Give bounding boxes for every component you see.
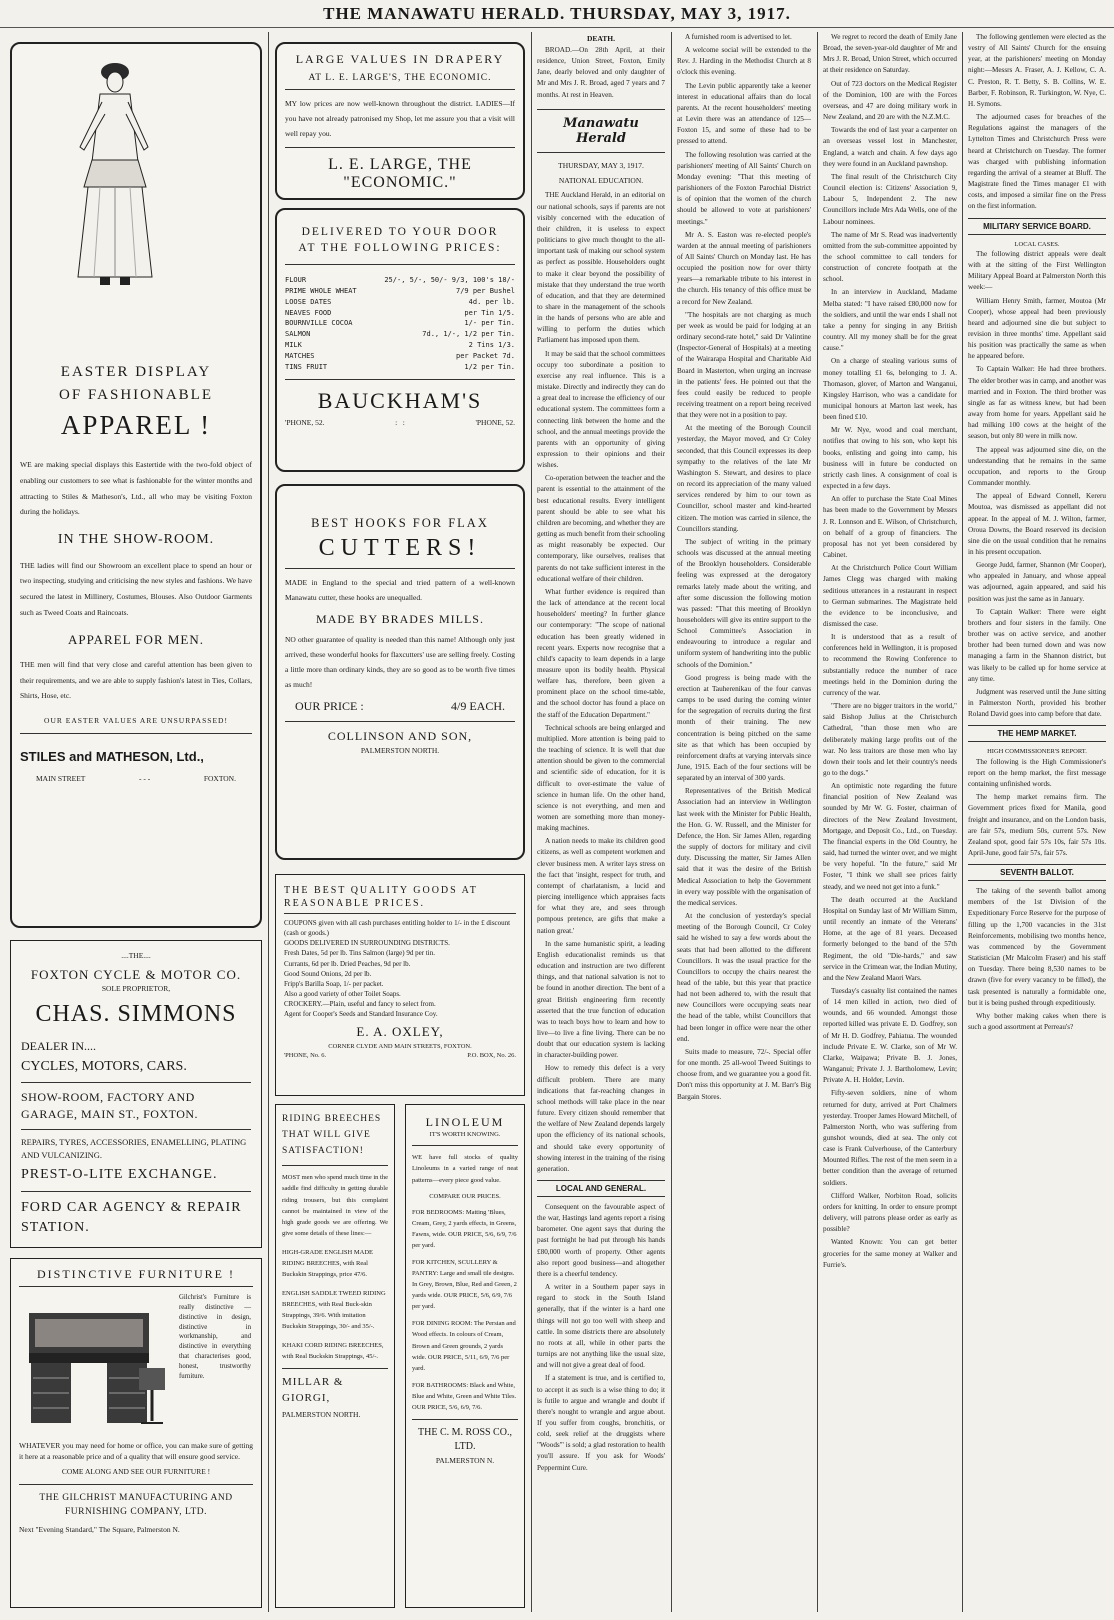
news-item: The following is the High Commissioner's report on the hemp market, the first message containing unfinished words. bbox=[968, 757, 1106, 789]
price-list bbox=[285, 275, 515, 373]
editorial-heading: NATIONAL EDUCATION. bbox=[558, 175, 644, 185]
cycle-repairs: REPAIRS, TYRES, ACCESSORIES, ENAMELLING, PLATING AND VULCANIZING. bbox=[21, 1136, 247, 1160]
cycle-company: FOXTON CYCLE & MOTOR CO. bbox=[30, 966, 242, 982]
news-item: The following district appeals were dealt with at the sitting of the First Wellington Military Appeal Board at Palmerston North this week:— bbox=[968, 249, 1106, 292]
large-body: MY low prices are now well-known throughout the district. LADIES—If you have not already patronised my Shop, let me assure you that a visit will well repay you. bbox=[285, 99, 515, 138]
column-rule bbox=[531, 32, 532, 1612]
seventh-ballot-heading: SEVENTH BALLOT. bbox=[968, 864, 1106, 881]
hooks-price-label: OUR PRICE : bbox=[295, 698, 364, 713]
roll-top-desk-illustration bbox=[19, 1293, 179, 1433]
news-item: "The hospitals are not charging as much per week as would be paid for lodging at an ordinary second-rate hotel," said Dr Valintine (Inspector-General of Hospitals) at a meeting of the Wairarapa Hospital and Charitable Aid Board in Masterton, when urging an increase in the patients' fees. He pointed out that the fees could easily be reduced to people receiving treatment on a report being received that they were not in a position to pay. bbox=[677, 310, 811, 420]
hemp-market-heading: THE HEMP MARKET. bbox=[968, 725, 1106, 742]
oxley-heading-1: THE BEST QUALITY GOODS AT bbox=[284, 885, 478, 896]
news-item: Why bother making cakes when there is such a good assortment at Perreau's? bbox=[968, 1011, 1106, 1032]
bauckham-ad: DELIVERED TO YOUR DOOR AT THE FOLLOWING PRICES: FLOUR 25/-, 5/-, 50/- 9/3, 100's 18/- PRIME WHOLE WHEAT 7/9 per Bushel LOOSE DATES 4d. per lb. NEAVES FOOD per Tin 1/5. BOURNVILLE COCOA 1/- per Tin. SALMON 7d., 1/-, 1/2 per Tin. MILK 2 Tins 1/3. MATCHES per Packet 7d. TINS FRUIT 1/2 per Tin. BAUCKHAM'S 'PHONE, 52. : : 'PHONE, 52. bbox=[275, 208, 525, 472]
oxley-line: GOODS DELIVERED IN SURROUNDING DISTRICTS. bbox=[284, 939, 450, 948]
bauckham-name: BAUCKHAM'S bbox=[317, 387, 483, 413]
news-item: The following resolution was carried at the parishioners' meeting of All Saints' Church on Monday evening: "That this meeting of parishioners of the Foxton Parochial District is of opinion that the women of the church should be allowed to vote at parishioners' meetings." bbox=[677, 150, 811, 226]
breeches-firm: MILLAR & GIORGI, bbox=[282, 1376, 344, 1404]
news-item: The subject of writing in the primary schools was discussed at the annual meeting of the Brooklyn householders. Considerable feeling was expressed at the derogatory remarks lately made about the writing, and after some discussion the following motion was passed: "That this meeting of Brooklyn householders will give its entire support to the School Committee's Association in endeavouring to introduce a regular and uniform system of handwriting into the public schools of the Dominion." bbox=[677, 537, 811, 669]
men-text: THE men will find that very close and careful attention has been given to their requirements, and we are able to supply fashion's latest in Ties, Collars, Shirts, Hose, etc. bbox=[20, 659, 252, 701]
cycle-goods: CYCLES, MOTORS, CARS. bbox=[21, 1058, 187, 1074]
news-item: "There are no bigger traitors in the world," said Bishop Julius at the Christchurch Cathedral, "than those men who are deliberately making large profits out of the war. No less traitors are those men who lay down their tools and let their country's needs go to the dogs." bbox=[823, 702, 957, 777]
news-item: Tuesday's casualty list contained the names of 14 men killed in action, two died of wounds, and 66 wounded. Amongst those reported killed was private E. D. Godfrey, son of Mr H. D. Godfrey, Pahiatua. The wounded include Private E. W. Clarke, son of Mr W. Clarke, Waipawa; Private B. J. Jones, Wanganui; Private J. J. Bartholomew, Levin; Private A. H. Holder, Levin. bbox=[823, 986, 957, 1085]
hooks-price: 4/9 EACH. bbox=[451, 698, 505, 713]
oxley-box: P.O. BOX, No. 26. bbox=[467, 1052, 516, 1060]
herald-date: THURSDAY, MAY 3, 1917. bbox=[558, 160, 644, 170]
death-notice: BROAD.—On 28th April, at their residence, Union Street, Foxton, Emily Jane, dearly beloved and only daughter of Mr and Mrs J. R. Broad, aged 7 years and 7 months. At rest in Heaven. bbox=[537, 45, 665, 99]
news-item: The adjourned cases for breaches of the Regulations against the managers of the Lyttelton Times and Christchurch Press were heard at Christchurch on Tuesday. The former was charged with publishing information regarding the arrival of a steamer at Bluff. The Magistrate fined the Times manager £1 with costs, and imposed a similar fine on the Press on the first information. bbox=[968, 113, 1106, 211]
price-item-value: 7d., 1/-, 1/2 per Tin. bbox=[422, 330, 515, 339]
oxley-phone: 'PHONE, No. 6. bbox=[284, 1052, 327, 1060]
breeches-item-3: KHAKI CORD RIDING BREECHES, with Real Buckskin Strappings, 45/-. bbox=[282, 1342, 384, 1361]
price-item-value: 25/-, 5/-, 50/- 9/3, 100's 18/- bbox=[384, 276, 515, 284]
oxley-line: Currants, 6d per lb. Dried Peaches, 9d per lb. bbox=[284, 959, 411, 968]
local-general-heading: LOCAL AND GENERAL. bbox=[537, 1180, 665, 1197]
oxley-name: E. A. OXLEY, bbox=[356, 1024, 444, 1040]
hemp-market-sub: HIGH COMMISSIONER'S REPORT. bbox=[987, 748, 1087, 756]
hooks-body: MADE in England to the special and tried pattern of a well-known Manawatu cutter, these hooks are unequalled. bbox=[285, 578, 515, 602]
men-heading: APPAREL FOR MEN. bbox=[67, 631, 205, 647]
foxton-cycle-ad bbox=[10, 940, 262, 1248]
millar-giorgi-ad bbox=[275, 1104, 395, 1608]
linoleum-bedrooms: FOR BEDROOMS: Matting 'Blues, Cream, Grey, 2 yards effects, in Greens, Fawns, wide. OUR PRICE, 5/6, 6/9, 7/6 per yard. bbox=[412, 1208, 517, 1250]
breeches-body: MOST men who spend much time in the saddle find difficulty in getting durable riding trousers, but this complaint cannot be maintained in view of the high grade goods we are offering. We give some details of these lines:— bbox=[282, 1174, 388, 1237]
cycle-the: ....THE.... bbox=[121, 951, 151, 960]
oxley-lines bbox=[284, 918, 516, 1019]
stiles-firm: STILES and MATHESON, Ltd., bbox=[20, 748, 204, 764]
price-item-name: TINS FRUIT bbox=[285, 362, 328, 371]
news-item: Judgment was reserved until the June sitting in Palmerston North, provided his brother Roland David goes into camp before that date. bbox=[968, 687, 1106, 719]
column-rule bbox=[962, 32, 963, 1612]
news-item: We regret to record the death of Emily Jane Broad, the seven-year-old daughter of Mr and Mrs J. R. Broad, Union Street, which occurred at their residence on Saturday. bbox=[823, 33, 957, 75]
editorial-text: THE Auckland Herald, in an editorial on our national schools, says if parents are not visibly concerned with the education of their children, it is useless to expect politicians to give much thought to the all-important task of making our school system as perfect as possible. Householders ought to make it clear beyond the possibility of mistake that they understand the true worth of education, and that they are determined to share in the management of the schools in the hands of persons who are able and willing to perform the duties which Parliament has imposed upon them. It may be said that the school committees occupy too subordinate a position to exercise any real influence. This is a mistake. Directly and indirectly they can do a great deal to increase the efficiency of our educational system. The committees form a connecting link between the home and the school, and the annual meetings provide the parents with an opportunity of giving expression to their opinions and their wishes. Co-operation between the teacher and the parent is essential to the attainment of the best educational results. Every intelligent parent should be able to see what his children are becoming, and whether they are getting as much benefit from their schooling as might reasonably be expected. Our contemporary, like ourselves, realises that parents do not take sufficient interest in the educational welfare of their children. What further evidence is required than the lack of attendance at the recent local householders' meeting? In further glance our contemporary: "The scope of national education has been greatly widened in recent years. Experts now recognise that a child's capacity to learn depends in a large measure upon its bodily health. Physical welfare has, therefore, been given a prominent place on the school time-table, and the school doctor has found a place on the staff of the Education Department." Technical schools are being enlarged and multiplied. More attention is being paid to the teaching of science. It is well that due attention should be given to the commercial and scientific side of education, for it is difficult to over-estimate the value of science in human life. On the other hand, science is not everything, and men and women are something more than money-making machines. A nation needs to make its children good citizens, as well as competent workmen and clever business men. A writer lays stress on the fact that 'insight, respect for truth, and contempt of charlatanism, a lucid and piercing intelligence which appraises facts for what they are, and sees through pompous pretence, are gifts that make a nation great.' In the same humanistic spirit, a leading English educationalist reminds us that education and instruction are two different things, and that national salvation is not to be found in another direction. The bent of a great British engineering firm recently asserted that the true function of education was to teach boys how to learn and how to live—to live a fine living. There can be no doubt that our education system is lacking in character-building power. How to remedy this defect is a very difficult problem. There are many indications that far-reaching changes in school methods will take place in the near future. Every citizen should remember that the welfare of New Zealand depends largely upon the efficiency of its national schools, and should take every opportunity of showing interest in the training of the rising generation. bbox=[537, 191, 665, 1173]
stiles-heading-2: OF FASHIONABLE bbox=[59, 387, 213, 403]
oxley-line: Also a good variety of other Toilet Soaps. bbox=[284, 989, 401, 998]
herald-title: Manawatu Herald bbox=[563, 115, 639, 146]
price-row bbox=[285, 318, 515, 329]
linoleum-kitchen: FOR KITCHEN, SCULLERY & PANTRY: Large and small tile designs. In Grey, Brown, Blue, Red and Green, 2 yards wide. OUR PRICE, 5/6, 6/9, 7/6 per yard. bbox=[412, 1259, 517, 1311]
death-heading: DEATH. bbox=[587, 34, 615, 43]
news-item: A welcome social will be extended to the Rev. J. Harding in the Methodist Church at 8 o'clock this evening. bbox=[677, 46, 811, 77]
military-board-heading: MILITARY SERVICE BOARD. bbox=[968, 218, 1106, 235]
hooks-town: PALMERSTON NORTH. bbox=[360, 746, 440, 756]
gilchrist-furniture-ad bbox=[10, 1258, 262, 1608]
price-row bbox=[285, 351, 515, 362]
price-item-name: MILK bbox=[285, 341, 302, 350]
stiles-heading-1: EASTER DISPLAY bbox=[60, 364, 212, 380]
linoleum-heading: LINOLEUM bbox=[425, 1115, 505, 1129]
news-item: An offer to purchase the State Coal Mines has been made to the Government by Messrs J. R. Lonnson and E. Wilson, of Christchurch, on behalf of a group of financiers. The proposal has not yet been considered by Cabinet. bbox=[823, 495, 957, 560]
cm-ross-linoleum-ad bbox=[405, 1104, 525, 1608]
price-row bbox=[285, 308, 515, 319]
news-column-5 bbox=[823, 32, 957, 1612]
cycle-proprietor: SOLE PROPRIETOR, bbox=[101, 984, 171, 994]
oxley-line: Good Sound Onions, 2d per lb. bbox=[284, 969, 372, 978]
news-item: The taking of the seventh ballot among members of the 1st Division of the Expeditionary Force Reserve for the purpose of filling up the 1,700 vacancies in the 31st Reinforcements, mobilising two months hence, was commenced by the Government Statistician (Mr Malcolm Fraser) and his staff on Tuesday. There being 8,530 names to be drawn (five for every vacancy to be filled), the task presented is naturally a formidable one, but it is being pushed through expeditiously. bbox=[968, 887, 1106, 1007]
news-item: The following gentlemen were elected as the vestry of All Saints' Church for the ensuing year, at the parishioners' meeting on Monday night:—Messrs A. Fraser, A. J. Kellow, C. A. C. Preston, R. T. Betty, S. B. Collins, W. E. Barber, F. Robinson, R. Turkington, W. Nye, C. H. Symons. bbox=[968, 33, 1106, 108]
furniture-body: Gilchrist's Furniture is really distinctive — distinctive in design, distinctive in workmanship, and distinctive in everything that characterises good, honest, trustworthy furniture. bbox=[179, 1294, 251, 1380]
news-item: The name of Mr S. Read was inadvertently omitted from the sub-committee appointed by the school committee to call tenders for construction of concrete footpath at the school. bbox=[823, 230, 957, 284]
breeches-item-2: ENGLISH SADDLE TWEED RIDING BREECHES, with Real Buck-skin Strappings, 39/6. With imitation Buckskin Strappings, 30/- and 35/-. bbox=[282, 1289, 386, 1330]
price-row bbox=[285, 329, 515, 340]
linoleum-compare: COMPARE OUR PRICES. bbox=[429, 1192, 501, 1200]
news-item: Fifty-seven soldiers, nine of whom returned for duty, arrived at Port Chalmers yesterday. Trooper James Howard Mitchell, of Palmerston North, who was suffering from gunshot wounds, died at sea. The only cot case is Frank Culverhouse, of the Canterbury Mounted Rifles. The rest of the men seem in a better condition than the average of returned soldiers. bbox=[823, 1089, 957, 1187]
hooks-made-by: MADE BY BRADES MILLS. bbox=[316, 612, 484, 626]
news-item: The death occurred at the Auckland Hospital on Sunday last of Mr William Simm, until recently an inmate of the Veterans' Home, at the age of 81 years. Deceased formerly belonged to the band of the 57th Regiment, the old "Die-hards," and saw service in the Crimean war, the Indian Mutiny, and the New Zealand Maori Wars. bbox=[823, 895, 957, 982]
linoleum-firm: THE C. M. ROSS CO., LTD. bbox=[418, 1426, 512, 1452]
large-heading-2: AT L. E. LARGE'S, THE ECONOMIC. bbox=[308, 73, 492, 83]
editorial-column bbox=[537, 32, 665, 1612]
stiles-address-street: MAIN STREET bbox=[36, 774, 86, 784]
news-item: At the meeting of the Borough Council yesterday, the Mayor moved, and Cr Coley seconded, that this Council expresses its deep sympathy to the relatives of the late Mr Washington S. Stewart, and desires to place on record its appreciation of the many valued services rendered by him to our town as Councillor, school master and kind-hearted citizen. The motion was carried in silence, the Councillors standing. bbox=[677, 424, 811, 533]
news-item: To Captain Walker: There were eight brothers and four sisters in the family. One brother was on active service, and another brother had been turned down and was now managing a farm in the Shannon district, but was likely to be called up for home service at any time. bbox=[968, 607, 1106, 683]
cycle-prestolite: PREST-O-LITE EXCHANGE. bbox=[21, 1167, 218, 1183]
linoleum-dining: FOR DINING ROOM: The Persian and Wood effects. In colours of Cream, Brown and Green grounds, 2 yards wide. OUR PRICE, 5/11, 6/9, 7/6 per yard. bbox=[412, 1320, 516, 1372]
price-row bbox=[285, 362, 515, 373]
price-item-name: BOURNVILLE COCOA bbox=[285, 319, 353, 328]
stiles-matheson-ad: EASTER DISPLAY OF FASHIONABLE APPAREL ! WE are making special displays this Eastertide with the two-fold object of enabling our customers to see what is fashionable for the winter months and attracting to Stiles & Matheson's, Ltd., all who may be visiting Foxton during the holidays. IN THE SHOW-ROOM. THE ladies will find our Showroom an excellent place to spend an hour or two inspecting, studying and criticising the new styles and fashions. We have secured the latest in Millinery, Costumes, Blouses. Also Outdoor Garments such as Tweed Coats and Raincoats. APPAREL FOR MEN. THE men will find that very close and careful attention has been given to their requirements, and we are able to supply fashion's latest in Ties, Collars, Shirts, Hose, etc. OUR EASTER VALUES ARE UNSURPASSED! STILES and MATHESON, Ltd., MAIN STREET - - - FOXTON. bbox=[10, 42, 262, 928]
price-item-name: PRIME WHOLE WHEAT bbox=[285, 286, 357, 295]
oxley-line: Agent for Cooper's Seeds and Standard Insurance Coy. bbox=[284, 1010, 438, 1019]
news-item: Clifford Walker, Norbiton Road, solicits orders for knitting. In order to ensure prompt delivery, will patrons please order as early as possible? bbox=[823, 1191, 957, 1234]
large-drapery-ad bbox=[275, 42, 525, 200]
showroom-heading: IN THE SHOW-ROOM. bbox=[57, 532, 215, 547]
price-item-name: FLOUR bbox=[285, 276, 307, 284]
cycle-ford-agency: FORD CAR AGENCY & REPAIR STATION. bbox=[21, 1200, 242, 1235]
price-row bbox=[285, 297, 515, 308]
cycle-showroom: SHOW-ROOM, FACTORY AND GARAGE, MAIN ST., FOXTON. bbox=[21, 1090, 199, 1122]
news-item: The appeal was adjourned sine die, on the understanding that he remains in the same occupation, and reports to the Group Commander monthly. bbox=[968, 445, 1106, 488]
price-item-value: 2 Tins 1/3. bbox=[468, 341, 515, 350]
large-heading-1: LARGE VALUES IN DRAPERY bbox=[295, 52, 505, 66]
stiles-intro: WE are making special displays this Eastertide with the two-fold object of enabling our customers to see what is fashionable for the winter months and attracting to Stiles & Matheson's, Ltd., all who may be visiting Foxton during the holidays. bbox=[20, 460, 252, 517]
news-item: In an interview in Auckland, Madame Melba stated: "I have raised £80,000 now for the soldiers, and until the war ends I shall not take a penny for singing in any British country. All my money shall be for the great cause." bbox=[823, 288, 957, 353]
news-item: Wanted Known: You can get better groceries for the same money at Walker and Furrie's. bbox=[823, 1238, 957, 1269]
news-column-6 bbox=[968, 32, 1106, 1612]
linoleum-sub: IT'S WORTH KNOWING. bbox=[429, 1131, 501, 1138]
news-item: Mr W. Nye, wood and coal merchant, notifies that owing to his son, who kept his books, enlisting and going into camp, his business will in future be conducted on strictly cash lines. A consignment of coal is expected in a few days. bbox=[823, 426, 957, 491]
news-item: A furnished room is advertised to let. bbox=[685, 33, 792, 41]
hooks-firm: COLLINSON AND SON, bbox=[327, 728, 473, 743]
news-item: Good progress is being made with the erection at Tauherenikau of the four canvas camps to be used during the coming winter for the segregation of recruits during the first month of their training. The new concentration is being pitched on the same site as that which has been occupied by reinforcement drafts at varying intervals since June, 1915. Each of the four sections will be separated by an interval of 300 yards. bbox=[677, 673, 811, 783]
price-item-value: 1/2 per Tin. bbox=[464, 362, 515, 371]
news-item: Out of 723 doctors on the Medical Register of the Dominion, 100 are with the Forces overseas, and 47 are doing military work in New Zealand, and 20 are with the N.Z.M.C. bbox=[823, 79, 957, 122]
masthead: THE MANAWATU HERALD. THURSDAY, MAY 3, 1917. bbox=[0, 4, 1114, 28]
price-item-name: MATCHES bbox=[285, 351, 315, 360]
column-rule bbox=[268, 32, 269, 1612]
news-item: Representatives of the British Medical Association had an interview in Wellington last week with the Minister for Public Health, the Hon. G. W. Russell, and the Minister for Defence, the Hon. Sir James Allen, regarding the supply of doctors for military and civil duty. Discussing the matter, Sir James Allen said that it was the desire of the British Medical Association to help the Government in every way possible with the organisation of the medical services. bbox=[677, 787, 811, 907]
price-item-value: per Packet 7d. bbox=[455, 351, 515, 360]
oxley-ad bbox=[275, 874, 525, 1096]
bauckham-phone-left: 'PHONE, 52. bbox=[285, 417, 325, 427]
showroom-text: THE ladies will find our Showroom an excellent place to spend an hour or two inspecting, studying and criticising the new styles and fashions. We have secured the latest in Millinery, Costumes, Blouses. Also Outdoor Garments such as Tweed Coats and Raincoats. bbox=[20, 560, 252, 617]
price-item-value: 4d. per lb. bbox=[468, 297, 515, 306]
news-item: Towards the end of last year a carpenter on an overseas vessel lost in Manchester, England, a watch and chain. A few days ago they were found in an Auckland pawnshop. bbox=[823, 126, 957, 168]
bauckham-heading-1: DELIVERED TO YOUR DOOR bbox=[301, 226, 499, 238]
oxley-line: COUPONS given with all cash purchases entitling holder to 1/- in the £ discount (cash or goods.) bbox=[284, 919, 511, 938]
easter-values: OUR EASTER VALUES ARE UNSURPASSED! bbox=[44, 716, 228, 726]
news-item: George Judd, farmer, Shannon (Mr Cooper), who appealed in January, and whose appeal was adjourned, again appeared, and said his position was just the same as in January. bbox=[968, 561, 1106, 603]
bauckham-phone-right: 'PHONE, 52. bbox=[475, 417, 515, 427]
price-item-name: LOOSE DATES bbox=[285, 297, 332, 306]
price-item-name: NEAVES FOOD bbox=[285, 308, 332, 317]
news-item: The hemp market remains firm. The Government prices fixed for Manila, good freight and insurance, and on the London basis, are fair 57s, medium 50s, current 57s. New Zealand spot, good fair 57s 10s, fair 57s 10s. April-June, good fair 57s, fair 57s. bbox=[968, 793, 1106, 857]
linoleum-body: WE have full stocks of quality Linoleums in a varied range of neat patterns—every piece good value. bbox=[412, 1154, 518, 1184]
hooks-heading-1: BEST HOOKS FOR FLAX bbox=[311, 516, 489, 530]
furniture-heading: DISTINCTIVE FURNITURE ! bbox=[19, 1267, 253, 1287]
furniture-address: Next "Evening Standard," The Square, Palmerston N. bbox=[19, 1525, 180, 1535]
stiles-address-town: FOXTON. bbox=[203, 774, 236, 784]
price-item-name: SALMON bbox=[285, 330, 311, 339]
local-general-text: Consequent on the favourable aspect of the war, Hastings land agents report a rising barometer. One agent says that during the past fortnight he had put through his hands £80,000 worth of property. Other agents also report good business—and altogether there is a cheerful tendency. A writer in a Southern paper says in regard to stock in the South Island generally, that if the winter is a hard one things will not go too well with sheep and cattle. In some districts there are absolutely no roots at all, while in other parts the turnips are not anything like the usual size, and will not give a great deal of food. If a statement is true, and is certified to, to accept it as such is a wise thing to do; it is futile to argue and wrangle and doubt if there's nought to wrangle and argue about. If you suffer from coughs, bronchitis, or cold, seek relief at the druggists where "Woods'" is sold; a glad restoration to health you'll assure. If you ask for Woods' Peppermint Cure. bbox=[537, 1203, 665, 1472]
news-item: The Levin public apparently take a keener interest in educational affairs than do local parents. At the recent householders' meeting at Levin there was an attendance of 125—Foxton 15, and some of these had to be pressed to attend. bbox=[677, 81, 811, 146]
news-item: It is understood that as a result of conferences held in Wellington, it is proposed to recommend the Rowing Conference to substantially reduce the number of race meetings held in the Dominion during the currency of the war. bbox=[823, 633, 957, 697]
breeches-town: PALMERSTON NORTH. bbox=[282, 1409, 361, 1419]
oxley-line: Fresh Dates, 5d per lb. Tins Salmon (large) 9d per tin. bbox=[284, 949, 435, 958]
linoleum-bathrooms: FOR BATHROOMS: Black and White, Blue and White, Green and White Tiles. OUR PRICE, 5/6, 6/9, 7/6. bbox=[412, 1381, 517, 1411]
fashion-lady-illustration bbox=[60, 52, 170, 292]
cycle-dealer: DEALER IN.... bbox=[21, 1038, 96, 1053]
furniture-firm: THE GILCHRIST MANUFACTURING AND FURNISHING COMPANY, LTD. bbox=[39, 1492, 233, 1517]
furniture-note: WHATEVER you may need for home or office, you can make sure of getting it here at a reasonable price and of a quality that will ensure good service. bbox=[19, 1441, 253, 1461]
oxley-heading-2: REASONABLE PRICES. bbox=[284, 898, 426, 909]
military-board-sub: LOCAL CASES. bbox=[1014, 240, 1060, 248]
news-item: The appeal of Edward Connell, Kereru Moutoa, was dismissed as appellant did not appear. In the appeal of M. J. Wilton, farmer, Oroua Downs, the Board reserved its decision sine die on the usual condition that he remains in his present occupation. bbox=[968, 492, 1106, 556]
news-item: Mr A. S. Easton was re-elected people's warden at the annual meeting of parishioners of All Saints' Church on Monday last. He has occupied the position now for over thirty years—a remarkable tribute to his interest in the church. His tenancy of this office must be a record for New Zealand. bbox=[677, 230, 811, 306]
furniture-come-along: COME ALONG AND SEE OUR FURNITURE ! bbox=[61, 1466, 211, 1476]
news-item: Suits made to measure, 72/-. Special offer for one month. 25 all-wool Tweed Suitings to choose from, and we guarantee you a good fit. Don't miss this opportunity at J. M. Barr's Big Bargain Stores. bbox=[677, 1047, 811, 1101]
linoleum-town: PALMERSTON N. bbox=[435, 1455, 495, 1465]
price-row bbox=[285, 340, 515, 351]
stiles-heading-3: APPAREL ! bbox=[60, 410, 212, 440]
column-rule bbox=[671, 32, 672, 1612]
price-item-value: 7/9 per Bushel bbox=[455, 286, 515, 295]
collinson-hooks-ad bbox=[275, 484, 525, 860]
bauckham-heading-2: AT THE FOLLOWING PRICES: bbox=[298, 242, 502, 254]
hooks-heading-2: CUTTERS! bbox=[318, 535, 482, 561]
news-item: On a charge of stealing various sums of money totalling £1 6s, belonging to J. A. Thomason, glover, of Marton and Wanganui, Kingsley Harrison, who was a candidate for municipal honours at Marton last week, has been fined £10. bbox=[823, 357, 957, 422]
hooks-body-2: NO other guarantee of quality is needed than this name! Although only just arrived, these wonderful hooks for flaxcutters' use are selling freely. Costing a little more than ordinary kinds, they are so good as to be worth five times as much! bbox=[285, 634, 515, 689]
price-row bbox=[285, 275, 515, 286]
news-item: At the Christchurch Police Court William James Clegg was charged with making seditious utterances in a restaurant in respect to German submarines. The Magistrate held the evidence to be inconclusive, and dismissed the case. bbox=[823, 564, 957, 628]
price-row bbox=[285, 286, 515, 297]
news-column-4 bbox=[677, 32, 811, 1612]
column-rule bbox=[817, 32, 818, 1612]
news-item: An optimistic note regarding the future financial position of New Zealand was sounded by Mr W. G. Foster, chairman of directors of the New Zealand Investment, Mortgage, and Deposit Co., Ltd., on Tuesday. The financial experts in the Old Country, he said, had turned the winter over, and we might be very hopeful. "In the future," said Mr Foster, "I think we shall see prices fairly steady, and we need not get into a funk." bbox=[823, 782, 957, 891]
price-item-value: 1/- per Tin. bbox=[464, 319, 515, 328]
large-name: L. E. LARGE, THE "ECONOMIC." bbox=[328, 156, 472, 191]
news-item: William Henry Smith, farmer, Moutoa (Mr Cooper), whose appeal had been previously heard and adjourned sine die but subject to revision in three months' time. Appellant said his position was practically the same as when he appeared before. bbox=[968, 296, 1106, 361]
price-item-value: per Tin 1/5. bbox=[464, 308, 515, 317]
breeches-heading: RIDING BREECHES THAT WILL GIVE SATISFACTION! bbox=[282, 1114, 382, 1157]
cycle-owner-name: CHAS. SIMMONS bbox=[35, 1000, 237, 1027]
oxley-address: CORNER CLYDE AND MAIN STREETS, FOXTON. bbox=[328, 1042, 472, 1050]
news-item: To Captain Walker: He had three brothers. The elder brother was in camp, and another was married and in Foxton. The third brother was single as far as witness knew, but had been away from home for years. Appellant said he had milking 100 cows at the height of the season, but only 80 were in milk now. bbox=[968, 365, 1106, 441]
oxley-line: Fripp's Barilla Soap, 1/- per packet. bbox=[284, 979, 384, 988]
oxley-line: CROCKERY.—Plain, useful and fancy to select from. bbox=[284, 1000, 436, 1009]
news-item: At the conclusion of yesterday's special meeting of the Borough Council, Cr Coley said he wished to say a few words about the seats that had been allotted to the different Councillors. It was the usual practice for the Councillors to occupy the chairs nearest the head of the table, but this year that practice had not been adhered to, with the result that new Councillors were occupying seats near the head of the table, whilst Councillors that had been longer in office were near the other end. bbox=[677, 912, 811, 1043]
breeches-item-1: HIGH-GRADE ENGLISH MADE RIDING BREECHES, with Real Buckskin Strappings, price 47/6. bbox=[282, 1248, 373, 1278]
news-item: The final result of the Christchurch City Council election is: Citizens' Association 9, Labour 5, Independent 2. The new Councillors include Mrs Ada Wells, one of the Labour nominees. bbox=[823, 172, 957, 226]
